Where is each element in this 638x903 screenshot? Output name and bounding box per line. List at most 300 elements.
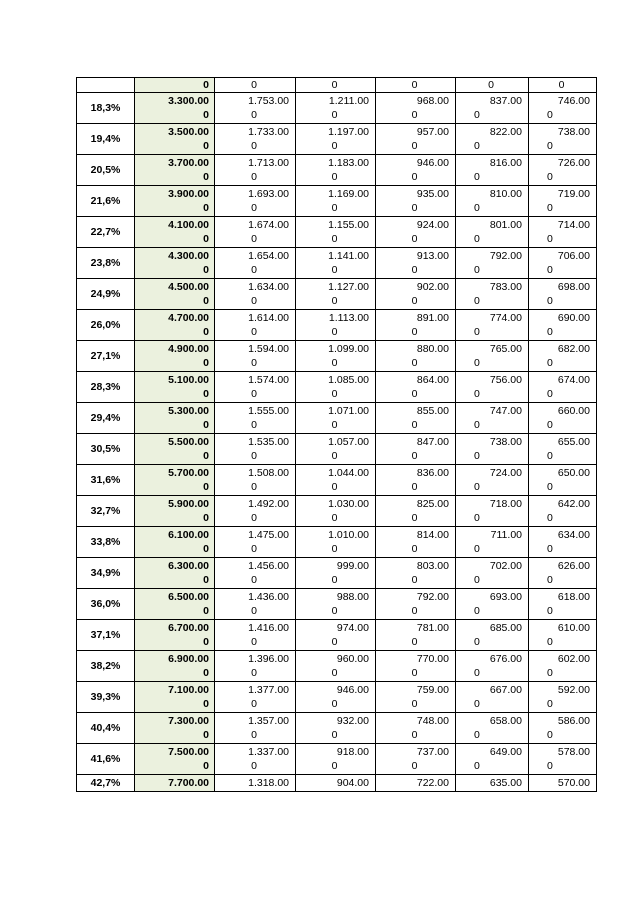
cell-text: 737.00 bbox=[416, 746, 449, 758]
cell-text: 650.00 bbox=[557, 467, 590, 479]
cell-text: 765.00 bbox=[489, 343, 522, 355]
cell-text: 7.300.00 bbox=[168, 715, 209, 727]
value-cell bbox=[456, 341, 529, 372]
value-cell bbox=[529, 527, 597, 558]
cell-text-wrap: 0 bbox=[474, 264, 480, 276]
cell-text-wrap: 0 bbox=[203, 450, 209, 462]
table-row bbox=[77, 78, 597, 93]
cell-text: 3.700.00 bbox=[168, 157, 209, 169]
cell-text-wrap: 0 bbox=[547, 543, 553, 555]
value-cell bbox=[529, 155, 597, 186]
cell-text: 1.044.00 bbox=[328, 467, 369, 479]
percent-cell bbox=[77, 465, 135, 496]
value-cell bbox=[529, 341, 597, 372]
table-row bbox=[77, 620, 597, 651]
cell-text: 1.456.00 bbox=[248, 560, 289, 572]
cell-text: 801.00 bbox=[489, 219, 522, 231]
percent-cell bbox=[77, 279, 135, 310]
value-cell bbox=[296, 527, 376, 558]
value-cell bbox=[296, 403, 376, 434]
cell-text: 1.169.00 bbox=[328, 188, 369, 200]
base-value-cell bbox=[135, 248, 215, 279]
cell-text: 32,7% bbox=[90, 505, 121, 517]
table-row bbox=[77, 217, 597, 248]
table-row bbox=[77, 713, 597, 744]
base-value-cell bbox=[135, 341, 215, 372]
value-cell bbox=[215, 651, 296, 682]
cell-text-wrap: 0 bbox=[411, 450, 418, 462]
cell-text-wrap: 0 bbox=[547, 140, 553, 152]
percent-cell bbox=[77, 217, 135, 248]
cell-text-wrap: 0 bbox=[547, 667, 553, 679]
cell-text-wrap: 0 bbox=[474, 109, 480, 121]
value-cell bbox=[529, 217, 597, 248]
cell-text: 41,6% bbox=[90, 753, 121, 765]
value-cell bbox=[456, 93, 529, 124]
cell-text-wrap: 0 bbox=[547, 171, 553, 183]
value-cell bbox=[296, 78, 376, 93]
cell-text: 1.535.00 bbox=[248, 436, 289, 448]
cell-text: 0 bbox=[488, 79, 494, 91]
value-cell bbox=[529, 279, 597, 310]
value-cell bbox=[296, 124, 376, 155]
table-row bbox=[77, 465, 597, 496]
percent-cell bbox=[77, 744, 135, 775]
value-cell bbox=[376, 186, 456, 217]
cell-text-wrap: 0 bbox=[411, 295, 418, 307]
cell-text-wrap: 0 bbox=[203, 698, 209, 710]
value-cell bbox=[529, 558, 597, 589]
base-value-cell bbox=[135, 155, 215, 186]
value-cell bbox=[296, 93, 376, 124]
cell-text: 635.00 bbox=[489, 777, 522, 789]
cell-text-wrap: 0 bbox=[203, 605, 209, 617]
cell-text-wrap: 0 bbox=[331, 729, 338, 741]
cell-text: 1.713.00 bbox=[248, 157, 289, 169]
cell-text-wrap: 0 bbox=[474, 357, 480, 369]
cell-text-wrap: 0 bbox=[547, 760, 553, 772]
cell-text-wrap: 0 bbox=[251, 171, 257, 183]
value-cell bbox=[376, 744, 456, 775]
value-cell bbox=[456, 186, 529, 217]
cell-text-wrap: 0 bbox=[203, 326, 209, 338]
cell-text-wrap: 0 bbox=[203, 140, 209, 152]
cell-text: 810.00 bbox=[489, 188, 522, 200]
value-cell bbox=[456, 403, 529, 434]
value-cell bbox=[296, 713, 376, 744]
value-cell bbox=[296, 775, 376, 792]
cell-text: 1.141.00 bbox=[328, 250, 369, 262]
value-cell bbox=[215, 620, 296, 651]
value-cell bbox=[215, 372, 296, 403]
cell-text-wrap: 0 bbox=[251, 574, 257, 586]
cell-text: 39,3% bbox=[90, 691, 121, 703]
cell-text: 37,1% bbox=[90, 629, 121, 641]
percent-cell bbox=[77, 620, 135, 651]
value-cell bbox=[215, 78, 296, 93]
cell-text-wrap: 0 bbox=[547, 109, 553, 121]
cell-text: 1.357.00 bbox=[248, 715, 289, 727]
data-table bbox=[76, 77, 597, 792]
cell-text-wrap: 0 bbox=[331, 202, 338, 214]
cell-text-wrap: 0 bbox=[251, 109, 257, 121]
value-cell bbox=[215, 217, 296, 248]
cell-text-wrap: 0 bbox=[474, 140, 480, 152]
cell-text-wrap: 0 bbox=[474, 636, 480, 648]
percent-cell bbox=[77, 186, 135, 217]
cell-text-wrap: 0 bbox=[251, 698, 257, 710]
base-value-cell bbox=[135, 620, 215, 651]
cell-text: 913.00 bbox=[416, 250, 449, 262]
percent-cell bbox=[77, 310, 135, 341]
value-cell bbox=[296, 155, 376, 186]
cell-text: 702.00 bbox=[489, 560, 522, 572]
value-cell bbox=[215, 775, 296, 792]
table-row bbox=[77, 403, 597, 434]
value-cell bbox=[296, 465, 376, 496]
value-cell bbox=[376, 589, 456, 620]
base-value-cell bbox=[135, 558, 215, 589]
base-value-cell bbox=[135, 186, 215, 217]
cell-text: 1.634.00 bbox=[248, 281, 289, 293]
cell-text-wrap: 0 bbox=[203, 109, 209, 121]
value-cell bbox=[215, 434, 296, 465]
value-cell bbox=[376, 403, 456, 434]
percent-cell bbox=[77, 589, 135, 620]
table-row bbox=[77, 527, 597, 558]
cell-text-wrap: 0 bbox=[474, 574, 480, 586]
cell-text: 4.100.00 bbox=[168, 219, 209, 231]
base-value-cell bbox=[135, 496, 215, 527]
value-cell bbox=[376, 496, 456, 527]
value-cell bbox=[376, 93, 456, 124]
cell-text: 1.594.00 bbox=[248, 343, 289, 355]
cell-text: 19,4% bbox=[90, 133, 121, 145]
value-cell bbox=[376, 775, 456, 792]
value-cell bbox=[296, 310, 376, 341]
cell-text-wrap: 0 bbox=[547, 295, 553, 307]
value-cell bbox=[376, 124, 456, 155]
value-cell bbox=[296, 651, 376, 682]
cell-text: 685.00 bbox=[489, 622, 522, 634]
cell-text: 658.00 bbox=[489, 715, 522, 727]
cell-text-wrap: 0 bbox=[331, 760, 338, 772]
cell-text-wrap: 0 bbox=[411, 357, 418, 369]
value-cell bbox=[215, 589, 296, 620]
percent-cell bbox=[77, 527, 135, 558]
value-cell bbox=[296, 620, 376, 651]
cell-text-wrap: 0 bbox=[474, 326, 480, 338]
cell-text-wrap: 0 bbox=[331, 326, 338, 338]
value-cell bbox=[456, 465, 529, 496]
cell-text: 724.00 bbox=[489, 467, 522, 479]
value-cell bbox=[215, 124, 296, 155]
value-cell bbox=[529, 310, 597, 341]
cell-text-wrap: 0 bbox=[251, 760, 257, 772]
cell-text-wrap: 0 bbox=[203, 202, 209, 214]
cell-text-wrap: 0 bbox=[411, 574, 418, 586]
value-cell bbox=[376, 78, 456, 93]
cell-text: 706.00 bbox=[557, 250, 590, 262]
cell-text: 1.674.00 bbox=[248, 219, 289, 231]
cell-text-wrap: 0 bbox=[547, 512, 553, 524]
cell-text: 1.753.00 bbox=[248, 95, 289, 107]
cell-text: 988.00 bbox=[336, 591, 369, 603]
value-cell bbox=[296, 186, 376, 217]
cell-text: 21,6% bbox=[90, 195, 121, 207]
cell-text: 674.00 bbox=[557, 374, 590, 386]
value-cell bbox=[296, 682, 376, 713]
cell-text: 1.010.00 bbox=[328, 529, 369, 541]
cell-text: 759.00 bbox=[416, 684, 449, 696]
percent-cell bbox=[77, 682, 135, 713]
cell-text: 602.00 bbox=[557, 653, 590, 665]
cell-text: 6.100.00 bbox=[168, 529, 209, 541]
value-cell bbox=[456, 434, 529, 465]
cell-text: 1.085.00 bbox=[328, 374, 369, 386]
value-cell bbox=[456, 496, 529, 527]
cell-text-wrap: 0 bbox=[251, 512, 257, 524]
cell-text: 1.574.00 bbox=[248, 374, 289, 386]
cell-text-wrap: 0 bbox=[251, 357, 257, 369]
cell-text: 974.00 bbox=[336, 622, 369, 634]
cell-text: 738.00 bbox=[557, 126, 590, 138]
cell-text-wrap: 0 bbox=[547, 326, 553, 338]
cell-text-wrap: 0 bbox=[251, 605, 257, 617]
value-cell bbox=[456, 775, 529, 792]
cell-text: 837.00 bbox=[489, 95, 522, 107]
cell-text: 792.00 bbox=[416, 591, 449, 603]
cell-text-wrap: 0 bbox=[203, 388, 209, 400]
table-row bbox=[77, 744, 597, 775]
value-cell bbox=[529, 248, 597, 279]
value-cell bbox=[456, 713, 529, 744]
cell-text: 1.127.00 bbox=[328, 281, 369, 293]
cell-text: 1.475.00 bbox=[248, 529, 289, 541]
cell-text-wrap: 0 bbox=[547, 574, 553, 586]
value-cell bbox=[215, 682, 296, 713]
value-cell bbox=[296, 589, 376, 620]
value-cell bbox=[296, 248, 376, 279]
base-value-cell bbox=[135, 310, 215, 341]
value-cell bbox=[456, 620, 529, 651]
value-cell bbox=[215, 403, 296, 434]
cell-text-wrap: 0 bbox=[474, 760, 480, 772]
value-cell bbox=[296, 558, 376, 589]
cell-text: 748.00 bbox=[416, 715, 449, 727]
cell-text-wrap: 0 bbox=[474, 202, 480, 214]
cell-text-wrap: 0 bbox=[331, 667, 338, 679]
cell-text-wrap: 0 bbox=[251, 636, 257, 648]
base-value-cell bbox=[135, 744, 215, 775]
value-cell bbox=[529, 713, 597, 744]
value-cell bbox=[456, 744, 529, 775]
cell-text: 578.00 bbox=[557, 746, 590, 758]
cell-text: 610.00 bbox=[557, 622, 590, 634]
cell-text: 676.00 bbox=[489, 653, 522, 665]
cell-text-wrap: 0 bbox=[331, 481, 338, 493]
cell-text: 0 bbox=[203, 79, 209, 91]
cell-text: 1.099.00 bbox=[328, 343, 369, 355]
cell-text: 30,5% bbox=[90, 443, 121, 455]
value-cell bbox=[456, 558, 529, 589]
percent-cell bbox=[77, 248, 135, 279]
value-cell bbox=[215, 527, 296, 558]
cell-text: 1.030.00 bbox=[328, 498, 369, 510]
cell-text: 880.00 bbox=[416, 343, 449, 355]
base-value-cell bbox=[135, 403, 215, 434]
cell-text-wrap: 0 bbox=[411, 140, 418, 152]
cell-text: 1.555.00 bbox=[248, 405, 289, 417]
cell-text-wrap: 0 bbox=[203, 512, 209, 524]
cell-text-wrap: 0 bbox=[251, 233, 257, 245]
cell-text: 816.00 bbox=[489, 157, 522, 169]
cell-text: 27,1% bbox=[90, 350, 121, 362]
cell-text-wrap: 0 bbox=[474, 233, 480, 245]
table-row bbox=[77, 496, 597, 527]
base-value-cell bbox=[135, 93, 215, 124]
cell-text-wrap: 0 bbox=[331, 574, 338, 586]
cell-text-wrap: 0 bbox=[251, 295, 257, 307]
cell-text: 792.00 bbox=[489, 250, 522, 262]
value-cell bbox=[529, 403, 597, 434]
cell-text-wrap: 0 bbox=[474, 295, 480, 307]
cell-text-wrap: 0 bbox=[411, 233, 418, 245]
cell-text: 1.113.00 bbox=[328, 312, 369, 324]
value-cell bbox=[456, 217, 529, 248]
percent-cell bbox=[77, 403, 135, 434]
cell-text: 756.00 bbox=[489, 374, 522, 386]
base-value-cell bbox=[135, 279, 215, 310]
cell-text-wrap: 0 bbox=[547, 481, 553, 493]
cell-text: 29,4% bbox=[90, 412, 121, 424]
cell-text-wrap: 0 bbox=[331, 109, 338, 121]
cell-text-wrap: 0 bbox=[474, 543, 480, 555]
value-cell bbox=[296, 744, 376, 775]
value-cell bbox=[376, 372, 456, 403]
cell-text-wrap: 0 bbox=[203, 419, 209, 431]
cell-text-wrap: 0 bbox=[251, 667, 257, 679]
cell-text: 38,2% bbox=[90, 660, 121, 672]
cell-text: 803.00 bbox=[416, 560, 449, 572]
value-cell bbox=[529, 620, 597, 651]
cell-text: 0 bbox=[411, 79, 418, 91]
cell-text-wrap: 0 bbox=[203, 295, 209, 307]
cell-text: 22,7% bbox=[90, 226, 121, 238]
cell-text-wrap: 0 bbox=[203, 760, 209, 772]
cell-text: 5.500.00 bbox=[168, 436, 209, 448]
cell-text-wrap: 0 bbox=[474, 419, 480, 431]
value-cell bbox=[376, 310, 456, 341]
cell-text: 23,8% bbox=[90, 257, 121, 269]
cell-text: 960.00 bbox=[336, 653, 369, 665]
cell-text: 5.900.00 bbox=[168, 498, 209, 510]
cell-text: 34,9% bbox=[90, 567, 121, 579]
cell-text: 5.300.00 bbox=[168, 405, 209, 417]
base-value-cell bbox=[135, 465, 215, 496]
cell-text: 822.00 bbox=[489, 126, 522, 138]
cell-text: 855.00 bbox=[416, 405, 449, 417]
cell-text: 5.700.00 bbox=[168, 467, 209, 479]
cell-text: 0 bbox=[558, 79, 565, 91]
cell-text: 1.396.00 bbox=[248, 653, 289, 665]
percent-cell bbox=[77, 496, 135, 527]
value-cell bbox=[376, 434, 456, 465]
value-cell bbox=[376, 558, 456, 589]
cell-text: 36,0% bbox=[90, 598, 121, 610]
cell-text: 570.00 bbox=[557, 777, 590, 789]
cell-text-wrap: 0 bbox=[411, 202, 418, 214]
cell-text: 924.00 bbox=[416, 219, 449, 231]
value-cell bbox=[376, 217, 456, 248]
cell-text: 722.00 bbox=[416, 777, 449, 789]
cell-text: 935.00 bbox=[416, 188, 449, 200]
cell-text: 667.00 bbox=[489, 684, 522, 696]
value-cell bbox=[376, 620, 456, 651]
cell-text: 847.00 bbox=[416, 436, 449, 448]
cell-text-wrap: 0 bbox=[474, 171, 480, 183]
value-cell bbox=[456, 124, 529, 155]
cell-text: 642.00 bbox=[557, 498, 590, 510]
cell-text: 747.00 bbox=[489, 405, 522, 417]
cell-text-wrap: 0 bbox=[547, 233, 553, 245]
cell-text-wrap: 0 bbox=[331, 264, 338, 276]
cell-text: 904.00 bbox=[336, 777, 369, 789]
table-row bbox=[77, 434, 597, 465]
cell-text: 18,3% bbox=[90, 102, 121, 114]
cell-text: 7.100.00 bbox=[168, 684, 209, 696]
table-body bbox=[77, 78, 597, 792]
percent-cell bbox=[77, 372, 135, 403]
cell-text-wrap: 0 bbox=[474, 512, 480, 524]
cell-text: 946.00 bbox=[416, 157, 449, 169]
cell-text: 746.00 bbox=[557, 95, 590, 107]
cell-text-wrap: 0 bbox=[547, 202, 553, 214]
percent-cell bbox=[77, 78, 135, 93]
value-cell bbox=[296, 372, 376, 403]
cell-text-wrap: 0 bbox=[411, 264, 418, 276]
value-cell bbox=[529, 775, 597, 792]
cell-text-wrap: 0 bbox=[331, 140, 338, 152]
table-row bbox=[77, 372, 597, 403]
base-value-cell bbox=[135, 527, 215, 558]
value-cell bbox=[456, 589, 529, 620]
value-cell bbox=[529, 186, 597, 217]
cell-text-wrap: 0 bbox=[547, 419, 553, 431]
value-cell bbox=[376, 465, 456, 496]
value-cell bbox=[529, 744, 597, 775]
value-cell bbox=[529, 651, 597, 682]
cell-text-wrap: 0 bbox=[547, 450, 553, 462]
value-cell bbox=[376, 341, 456, 372]
cell-text: 24,9% bbox=[90, 288, 121, 300]
value-cell bbox=[456, 527, 529, 558]
percent-cell bbox=[77, 124, 135, 155]
cell-text-wrap: 0 bbox=[203, 729, 209, 741]
cell-text-wrap: 0 bbox=[251, 202, 257, 214]
cell-text-wrap: 0 bbox=[331, 357, 338, 369]
cell-text: 28,3% bbox=[90, 381, 121, 393]
value-cell bbox=[529, 93, 597, 124]
cell-text-wrap: 0 bbox=[547, 605, 553, 617]
value-cell bbox=[529, 465, 597, 496]
value-cell bbox=[296, 279, 376, 310]
cell-text: 968.00 bbox=[416, 95, 449, 107]
cell-text-wrap: 0 bbox=[203, 233, 209, 245]
cell-text: 4.500.00 bbox=[168, 281, 209, 293]
cell-text: 690.00 bbox=[557, 312, 590, 324]
cell-text-wrap: 0 bbox=[411, 171, 418, 183]
